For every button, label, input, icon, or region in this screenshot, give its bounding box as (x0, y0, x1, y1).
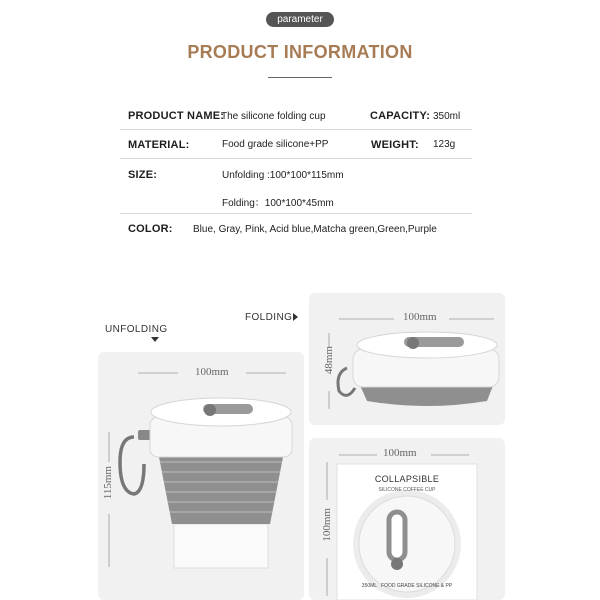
size-label: SIZE: (128, 169, 158, 181)
row-divider (120, 158, 472, 159)
weight-value: 123g (433, 139, 456, 150)
color-value: Blue, Gray, Pink, Acid blue,Matcha green,Green,Purple (193, 224, 437, 235)
weight-label: WEIGHT: (371, 139, 419, 151)
box-width-label: 100mm (383, 447, 417, 459)
box-footer: 350ML FOOD GRADE SILICONE & PP (361, 583, 453, 589)
unfolded-cup-image (98, 352, 304, 600)
material-value: Food grade silicone+PP (222, 139, 329, 150)
unfolding-caption: UNFOLDING (105, 324, 168, 335)
title-divider (268, 77, 332, 78)
size-unfolding-value: Unfolding :100*100*115mm (222, 170, 344, 181)
capacity-value: 350ml (433, 111, 461, 122)
caret-down-icon (151, 337, 159, 343)
capacity-label: CAPACITY: (370, 110, 431, 122)
box-height-label: 100mm (321, 508, 333, 542)
folding-caption: FOLDING (245, 312, 293, 323)
folded-height-label: 48mm (323, 346, 335, 375)
row-divider (120, 213, 472, 214)
row-divider (120, 129, 472, 130)
color-label: COLOR: (128, 223, 173, 235)
product-name-value: The silicone folding cup (221, 111, 326, 122)
box-title: COLLAPSIBLE (374, 474, 440, 484)
unfolded-width-label: 100mm (195, 366, 229, 378)
folded-width-label: 100mm (403, 311, 437, 323)
material-label: MATERIAL: (128, 139, 190, 151)
caret-right-icon (293, 313, 299, 321)
unfolded-height-label: 115mm (102, 466, 114, 500)
page-title: PRODUCT INFORMATION (187, 42, 413, 62)
product-name-label: PRODUCT NAME: (128, 110, 225, 122)
parameter-badge: parameter (266, 12, 334, 27)
box-subtitle: SILICONE COFFEE CUP (378, 487, 436, 493)
packaging-box-image (309, 438, 505, 600)
size-folding-value: Folding：100*100*45mm (222, 198, 334, 209)
